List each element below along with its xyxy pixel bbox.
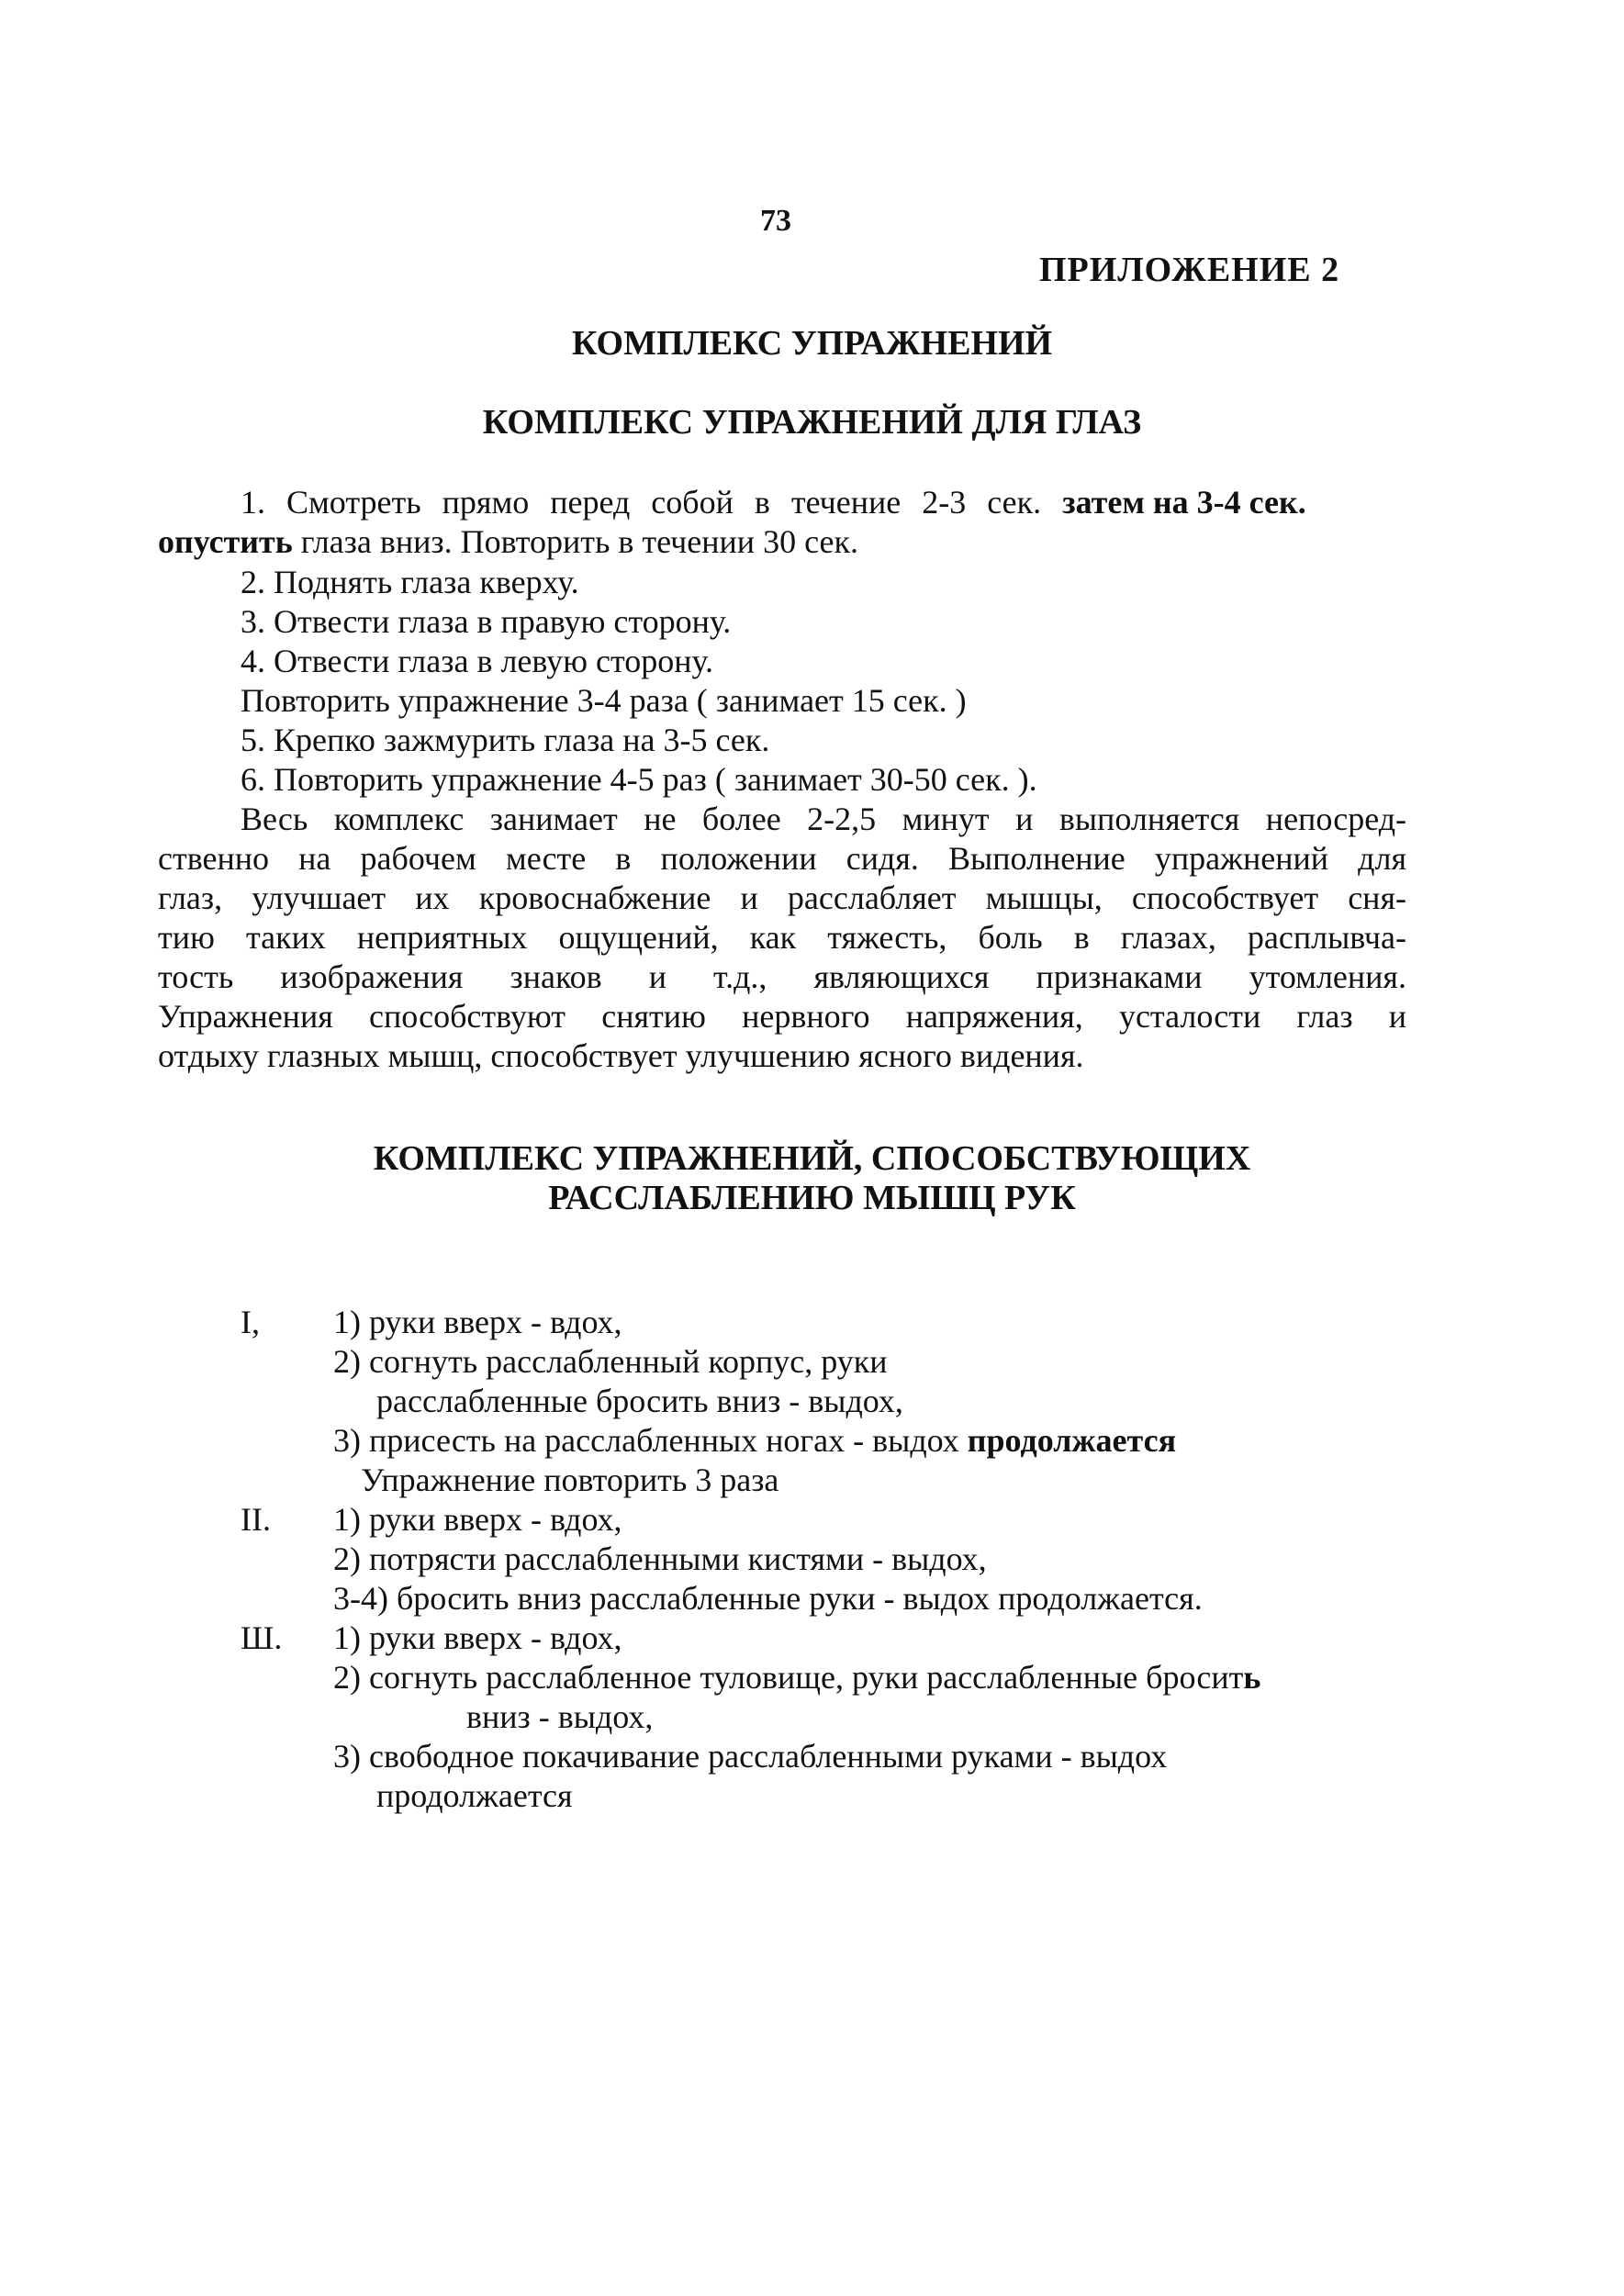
- exercise-1-step-2-continuation: расслабленные бросить вниз - выдох,: [376, 1383, 903, 1419]
- exercise-1-repeat: Упражнение повторить 3 раза: [361, 1462, 779, 1498]
- exercise-1-step-2: 2) согнуть расслабленный корпус, руки: [333, 1343, 888, 1380]
- eyes-paragraph: [158, 799, 1406, 1075]
- exercise-2-step-1: 1) руки вверх - вдох,: [333, 1501, 622, 1538]
- appendix-title: ПРИЛОЖЕНИЕ 2: [1039, 251, 1340, 289]
- exercise-1-step-3: [333, 1420, 1176, 1461]
- exercise-3-step-2-text: 2) согнуть расслабленное туловище, руки расслабленные бросит: [333, 1659, 1244, 1696]
- eyes-item-3: 3. Отвести глаза в правую сторону.: [241, 603, 732, 640]
- exercise-1-step-3-bold: продолжается: [967, 1422, 1177, 1459]
- page-number: 73: [760, 204, 791, 238]
- eyes-section-title: КОМПЛЕКС УПРАЖНЕНИЙ ДЛЯ ГЛАЗ: [482, 403, 1142, 442]
- exercise-3-step-2-continuation: вниз - выдох,: [466, 1698, 654, 1735]
- eyes-item-4: 4. Отвести глаза в левую сторону.: [241, 643, 713, 679]
- eyes-item-1-line-2: [158, 521, 858, 562]
- hands-section-title-line-2: РАССЛАБЛЕНИЮ МЫШЦ РУК: [548, 1179, 1076, 1217]
- exercise-3-step-1: 1) руки вверх - вдох,: [333, 1619, 622, 1656]
- paragraph-line: Весь комплекс занимает не более 2-2,5 минут и выполняется непосред-: [241, 801, 1406, 837]
- eyes-item-6: 6. Повторить упражнение 4-5 раз ( занимает 30-50 сек. ).: [241, 761, 1037, 798]
- paragraph-line: Упражнения способствуют снятию нервного напряжения, усталости глаз и: [158, 998, 1406, 1035]
- eyes-item-1-text: 1. Смотреть прямо перед собой в течение 2-3 сек.: [241, 484, 1042, 521]
- paragraph-line: глаз, улучшает их кровоснабжение и расслабляет мышцы, способствует сня-: [158, 879, 1406, 916]
- main-title: КОМПЛЕКС УПРАЖНЕНИЙ: [571, 324, 1053, 363]
- eyes-item-1-bold-lead: опустить: [158, 523, 293, 560]
- eyes-item-1-line-1: [241, 482, 1406, 522]
- eyes-item-1-continuation: глаза вниз. Повторить в течении 30 сек.: [300, 523, 858, 560]
- paragraph-line: тию таких неприятных ощущений, как тяжесть, боль в глазах, расплывча-: [158, 919, 1406, 956]
- eyes-item-5: 5. Крепко зажмурить глаза на 3-5 сек.: [241, 722, 770, 758]
- exercise-1-step-1: 1) руки вверх - вдох,: [333, 1304, 622, 1340]
- hands-section-title-line-1: КОМПЛЕКС УПРАЖНЕНИЙ, СПОСОБСТВУЮЩИХ: [373, 1139, 1251, 1178]
- paragraph-line: ственно на рабочем месте в положении сидя. Выполнение упражнений для: [158, 840, 1406, 877]
- exercise-2-step-3: 3-4) бросить вниз расслабленные руки - выдох продолжается.: [333, 1580, 1203, 1617]
- exercise-1-step-3-text: 3) присесть на расслабленных ногах - выдох: [333, 1422, 959, 1459]
- exercise-numeral-3: Ш.: [241, 1619, 283, 1656]
- exercise-3-step-2: [333, 1657, 1260, 1697]
- paragraph-line: тость изображения знаков и т.д., являющихся признаками утомления.: [158, 958, 1406, 995]
- eyes-repeat-note: Повторить упражнение 3-4 раза ( занимает 15 сек. ): [241, 682, 967, 719]
- exercise-numeral-2: II.: [241, 1501, 271, 1538]
- eyes-item-1-bold-text: затем на 3-4 сек.: [1062, 484, 1306, 521]
- exercise-2-step-2: 2) потрясти расслабленными кистями - выдох,: [333, 1540, 987, 1577]
- exercise-3-step-3-continuation: продолжается: [376, 1777, 573, 1814]
- paragraph-line: отдыху глазных мышц, способствует улучшению ясного видения.: [158, 1037, 1084, 1074]
- exercise-numeral-1: I,: [241, 1304, 260, 1340]
- exercise-3-step-2-bold: ь: [1243, 1659, 1261, 1696]
- exercise-3-step-3: 3) свободное покачивание расслабленными руками - выдох: [333, 1738, 1168, 1775]
- eyes-item-2: 2. Поднять глаза кверху.: [241, 564, 579, 600]
